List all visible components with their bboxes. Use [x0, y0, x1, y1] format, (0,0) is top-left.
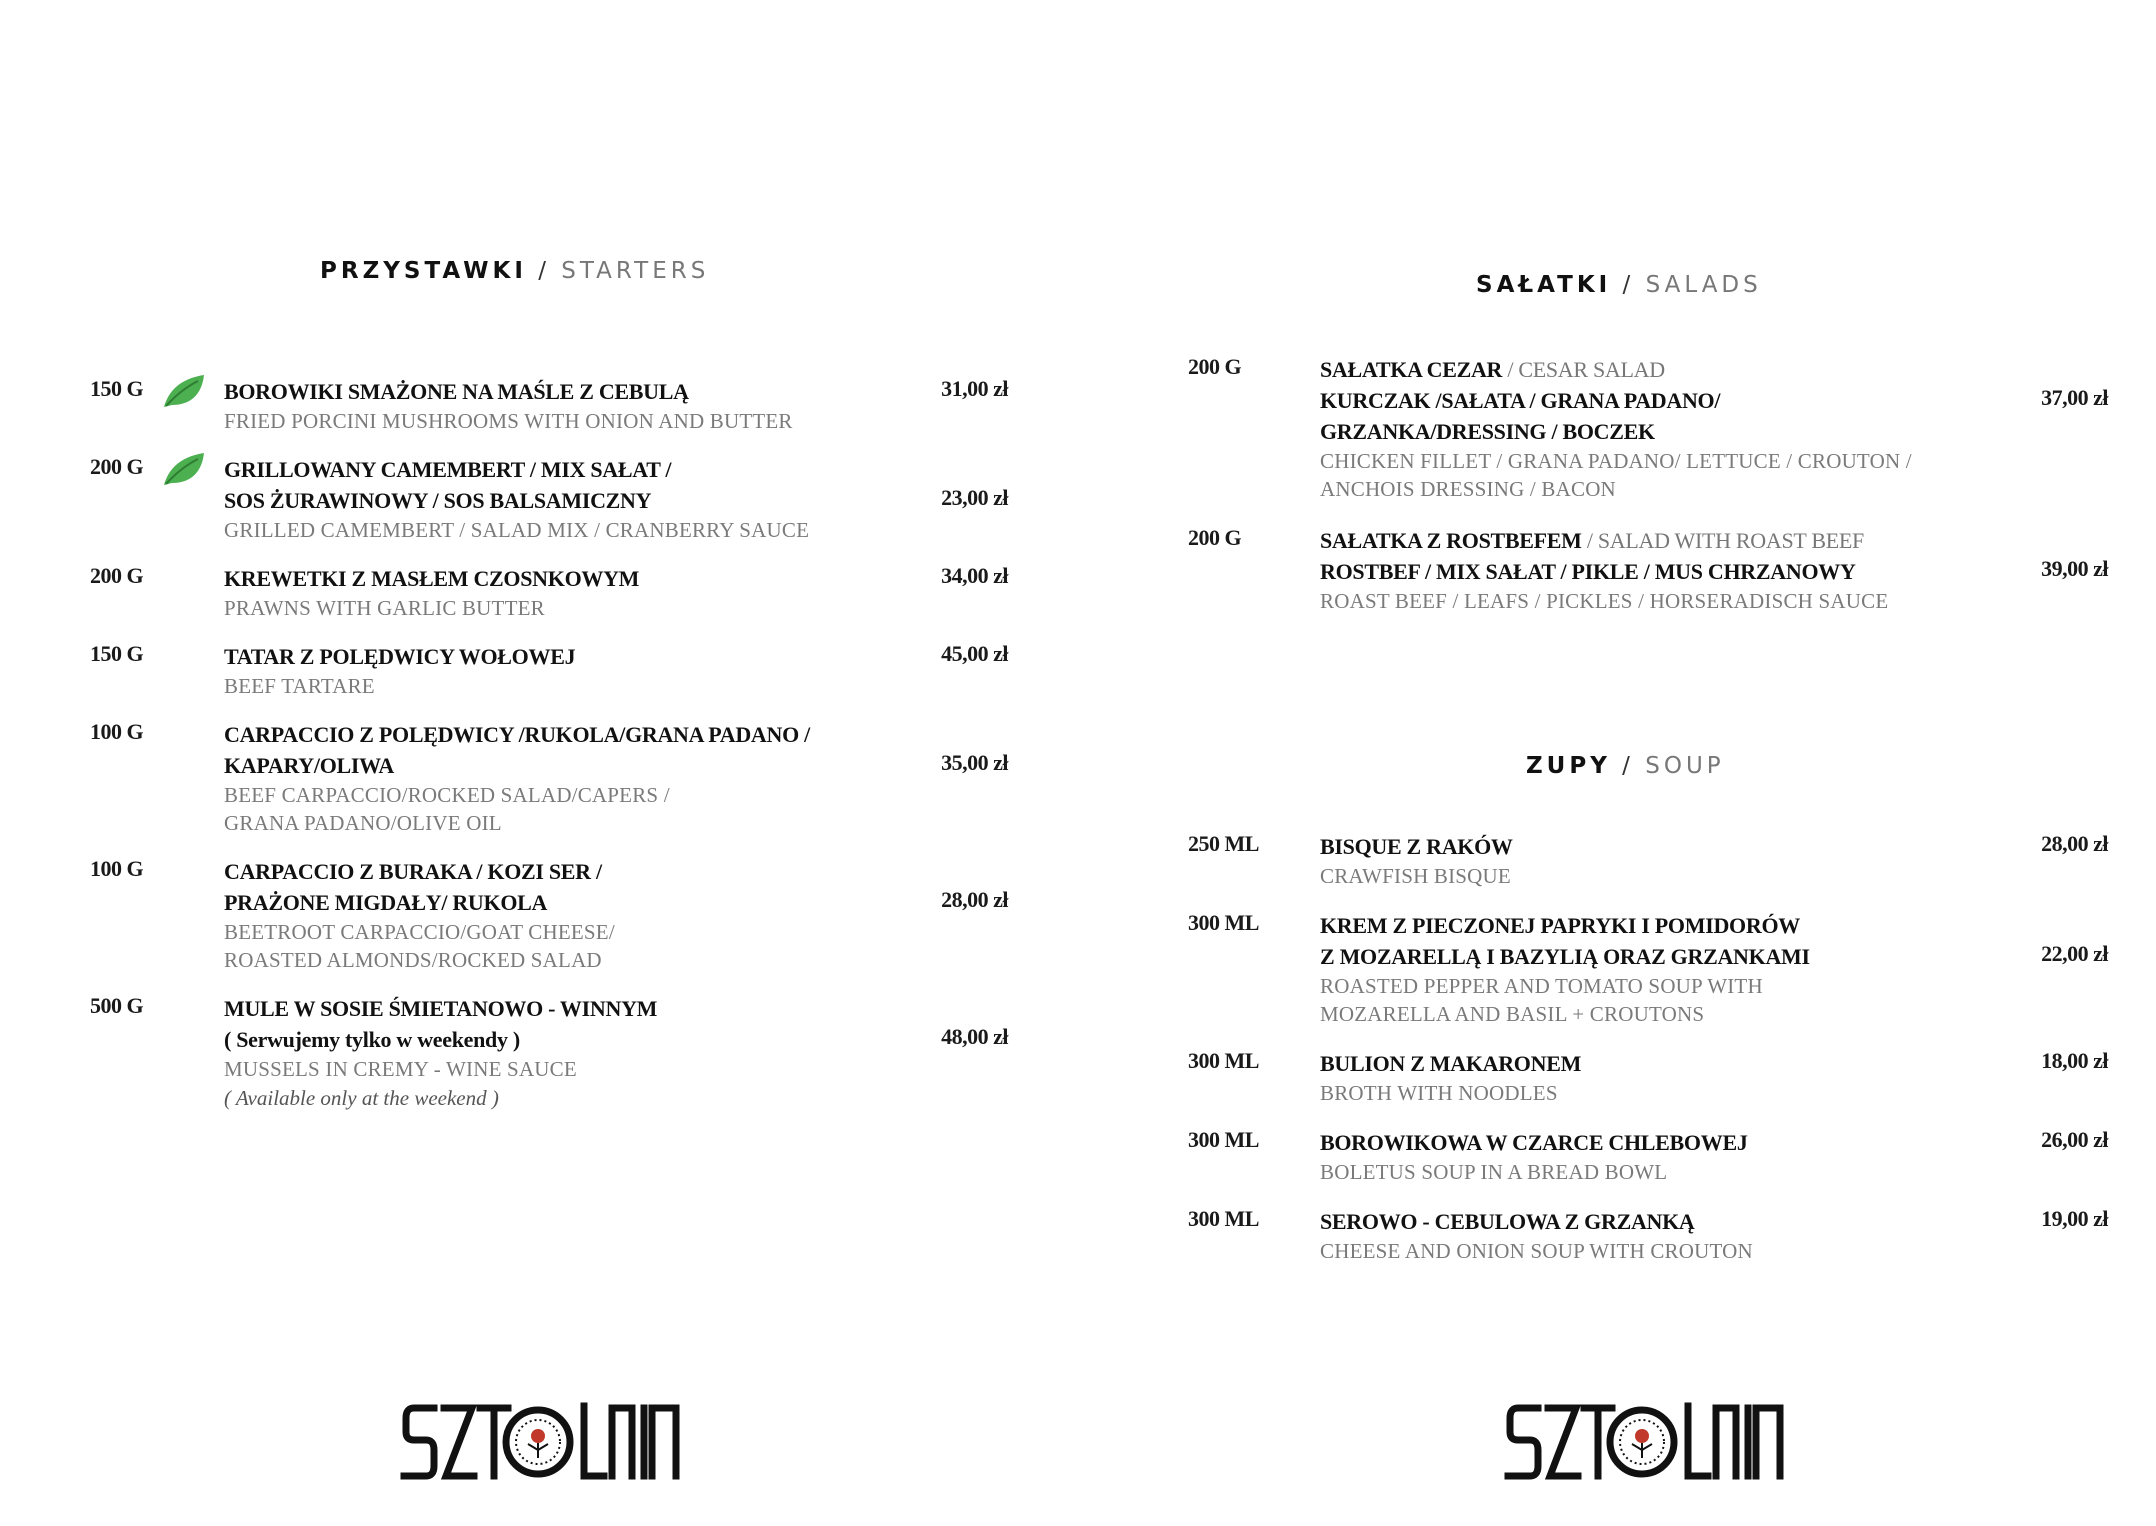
starters-list — [90, 376, 1008, 1176]
logo-emblem — [516, 1420, 560, 1464]
dish-description: ROAST BEEF / LEAFS / PICKLES / HORSERADISCH SAUCE — [1320, 589, 1889, 613]
portion-size: 150 G — [90, 376, 144, 401]
portion-size: 200 G — [90, 563, 144, 588]
dish-name: MULE W SOSIE ŚMIETANOWO - WINNYM — [224, 996, 658, 1021]
dish-name: KREM Z PIECZONEJ PAPRYKI I POMIDORÓW — [1320, 913, 1800, 938]
menu-item — [1188, 354, 2108, 503]
dish-name: KURCZAK /SAŁATA / GRANA PADANO/ — [1320, 388, 1721, 413]
dish-description: BEEF CARPACCIO/ROCKED SALAD/CAPERS / — [224, 783, 670, 807]
sztolnia-logo — [400, 1396, 680, 1486]
portion-size: 300 ML — [1188, 1127, 1259, 1152]
leaf-icon — [162, 451, 206, 487]
dish-name: BOROWIKI SMAŻONE NA MAŚLE Z CEBULĄ — [224, 379, 689, 404]
price: 18,00 zł — [2041, 1048, 2108, 1073]
price: 48,00 zł — [941, 1024, 1008, 1049]
menu-item — [1188, 831, 2108, 890]
logo-emblem — [1620, 1420, 1664, 1464]
dish-name: SAŁATKA CEZAR / CESAR SALAD — [1320, 357, 1665, 382]
dish-name: ( Serwujemy tylko w weekendy ) — [224, 1027, 520, 1052]
dish-name: SEROWO - CEBULOWA Z GRZANKĄ — [1320, 1209, 1695, 1234]
salads-list — [1188, 354, 2108, 614]
dish-name: BOROWIKOWA W CZARCE CHLEBOWEJ — [1320, 1130, 1748, 1155]
dish-description: MUSSELS IN CREMY - WINE SAUCE — [224, 1057, 577, 1081]
dish-description: BEETROOT CARPACCIO/GOAT CHEESE/ — [224, 920, 615, 944]
portion-size: 300 ML — [1188, 1206, 1259, 1231]
portion-size: 300 ML — [1188, 910, 1259, 935]
portion-size: 250 ML — [1188, 831, 1259, 856]
menu-item — [1188, 1048, 2108, 1107]
dish-name: CARPACCIO Z BURAKA / KOZI SER / — [224, 859, 602, 884]
price: 26,00 zł — [2041, 1127, 2108, 1152]
soups-list — [1188, 831, 2108, 1291]
price: 34,00 zł — [941, 563, 1008, 588]
starters-title: PRZYSTAWKI / STARTERS — [320, 258, 710, 284]
menu-item — [1188, 1206, 2108, 1265]
menu-item — [90, 563, 1008, 622]
dish-description: GRANA PADANO/OLIVE OIL — [224, 811, 502, 835]
price: 37,00 zł — [2041, 385, 2108, 410]
portion-size: 500 G — [90, 993, 144, 1018]
menu-item — [90, 993, 1008, 1113]
dish-name: ROSTBEF / MIX SAŁAT / PIKLE / MUS CHRZANOWY — [1320, 559, 1856, 584]
price: 22,00 zł — [2041, 941, 2108, 966]
price: 45,00 zł — [941, 641, 1008, 666]
salads-title: SAŁATKI / SALADS — [1476, 272, 1762, 298]
soups-title: ZUPY / SOUP — [1526, 753, 1725, 779]
dish-name: KREWETKI Z MASŁEM CZOSNKOWYM — [224, 566, 640, 591]
sztolnia-logo — [1504, 1396, 1784, 1486]
menu-item — [90, 856, 1008, 974]
menu-item — [1188, 910, 2108, 1028]
menu-item — [90, 376, 1008, 435]
dish-name: CARPACCIO Z POLĘDWICY /RUKOLA/GRANA PADANO / — [224, 722, 810, 747]
dish-description: BOLETUS SOUP IN A BREAD BOWL — [1320, 1160, 1668, 1184]
dish-description: FRIED PORCINI MUSHROOMS WITH ONION AND BUTTER — [224, 409, 793, 433]
dish-description: ROASTED PEPPER AND TOMATO SOUP WITH — [1320, 974, 1763, 998]
portion-size: 200 G — [1188, 525, 1242, 550]
menu-item — [90, 454, 1008, 544]
price: 39,00 zł — [2041, 556, 2108, 581]
menu-item — [90, 719, 1008, 837]
dish-description: CHEESE AND ONION SOUP WITH CROUTON — [1320, 1239, 1753, 1263]
dish-name: Z MOZARELLĄ I BAZYLIĄ ORAZ GRZANKAMI — [1320, 944, 1810, 969]
dish-description: GRILLED CAMEMBERT / SALAD MIX / CRANBERRY SAUCE — [224, 518, 810, 542]
dish-description: MOZARELLA AND BASIL + CROUTONS — [1320, 1002, 1705, 1026]
menu-item — [1188, 1127, 2108, 1186]
dish-description: CHICKEN FILLET / GRANA PADANO/ LETTUCE / CROUTON / — [1320, 449, 1912, 473]
dish-name: BISQUE Z RAKÓW — [1320, 834, 1513, 859]
price: 35,00 zł — [941, 750, 1008, 775]
dish-name: GRILLOWANY CAMEMBERT / MIX SAŁAT / — [224, 457, 672, 482]
dish-description: ROASTED ALMONDS/ROCKED SALAD — [224, 948, 602, 972]
price: 23,00 zł — [941, 485, 1008, 510]
portion-size: 150 G — [90, 641, 144, 666]
availability-note: ( Available only at the weekend ) — [224, 1086, 499, 1110]
price: 31,00 zł — [941, 376, 1008, 401]
dish-description: BEEF TARTARE — [224, 674, 375, 698]
portion-size: 200 G — [1188, 354, 1242, 379]
dish-name: GRZANKA/DRESSING / BOCZEK — [1320, 419, 1655, 444]
dish-description: ANCHOIS DRESSING / BACON — [1320, 477, 1616, 501]
menu-item — [1188, 525, 2108, 615]
menu-item — [90, 641, 1008, 700]
portion-size: 300 ML — [1188, 1048, 1259, 1073]
dish-name: SAŁATKA Z ROSTBEFEM / SALAD WITH ROAST BEEF — [1320, 528, 1864, 553]
dish-description: BROTH WITH NOODLES — [1320, 1081, 1558, 1105]
dish-description: CRAWFISH BISQUE — [1320, 864, 1511, 888]
price: 28,00 zł — [941, 887, 1008, 912]
dish-name: BULION Z MAKARONEM — [1320, 1051, 1582, 1076]
leaf-icon — [162, 373, 206, 409]
dish-name: SOS ŻURAWINOWY / SOS BALSAMICZNY — [224, 488, 652, 513]
dish-name: TATAR Z POLĘDWICY WOŁOWEJ — [224, 644, 576, 669]
portion-size: 200 G — [90, 454, 144, 479]
dish-name: KAPARY/OLIWA — [224, 753, 395, 778]
price: 28,00 zł — [2041, 831, 2108, 856]
dish-name: PRAŻONE MIGDAŁY/ RUKOLA — [224, 890, 548, 915]
price: 19,00 zł — [2041, 1206, 2108, 1231]
portion-size: 100 G — [90, 856, 144, 881]
portion-size: 100 G — [90, 719, 144, 744]
dish-description: PRAWNS WITH GARLIC BUTTER — [224, 596, 545, 620]
